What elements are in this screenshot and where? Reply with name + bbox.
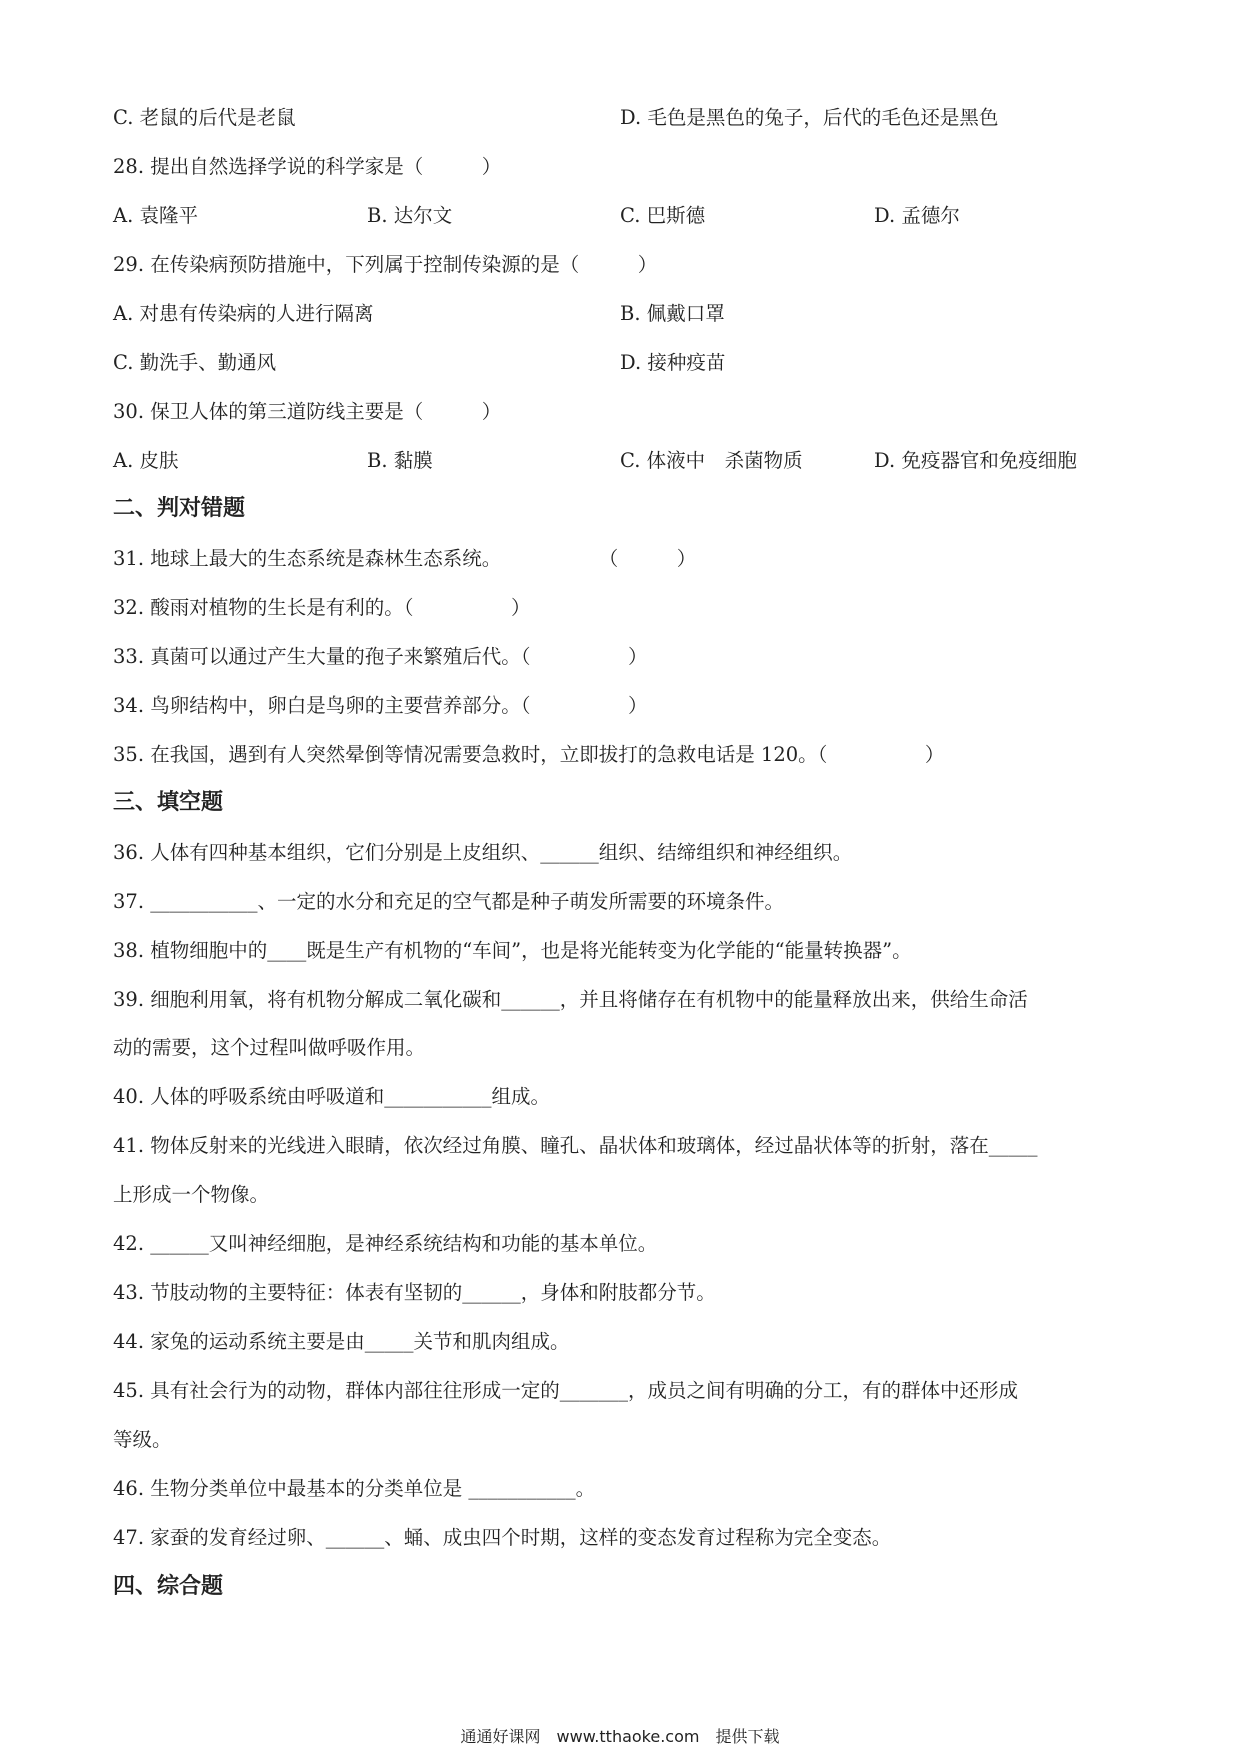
question-46: 46. 生物分类单位中最基本的分类单位是 ___________。: [113, 1477, 596, 1500]
question-44: 44. 家兔的运动系统主要是由_____关节和肌肉组成。: [113, 1330, 570, 1353]
q27-option-c: C. 老鼠的后代是老鼠: [113, 106, 296, 129]
question-41-line2: 上形成一个物像。: [113, 1183, 270, 1206]
question-42: 42. ______又叫神经细胞，是神经系统结构和功能的基本单位。: [113, 1232, 658, 1255]
q28-option-b: B. 达尔文: [367, 204, 453, 227]
q28-stem: 28. 提出自然选择学说的科学家是（ ）: [113, 155, 502, 178]
q30-option-a: A. 皮肤: [113, 449, 179, 472]
q29-option-b: B. 佩戴口罩: [620, 302, 725, 325]
q30-option-b: B. 黏膜: [367, 449, 433, 472]
q30-option-d: D. 免疫器官和免疫细胞: [874, 449, 1077, 472]
q28-option-d: D. 孟德尔: [874, 204, 960, 227]
section-comprehensive-heading: 四、综合题: [113, 1574, 224, 1599]
question-38: 38. 植物细胞中的____既是生产有机物的“车间”，也是将光能转变为化学能的“能量转换器”。: [113, 939, 912, 962]
question-40: 40. 人体的呼吸系统由呼吸道和___________组成。: [113, 1085, 550, 1108]
question-41-line1: 41. 物体反射来的光线进入眼睛，依次经过角膜、瞳孔、晶状体和玻璃体，经过晶状体等的折射，落在_____: [113, 1134, 1038, 1157]
q27-option-d: D. 毛色是黑色的兔子，后代的毛色还是黑色: [620, 106, 999, 129]
question-45-line2: 等级。: [113, 1428, 172, 1451]
question-43: 43. 节肢动物的主要特征：体表有坚韧的______，身体和附肢都分节。: [113, 1281, 716, 1304]
q29-option-a: A. 对患有传染病的人进行隔离: [113, 302, 374, 325]
question-45-line1: 45. 具有社会行为的动物，群体内部往往形成一定的_______，成员之间有明确的分工，有的群体中还形成: [113, 1379, 1018, 1402]
question-31: 31. 地球上最大的生态系统是森林生态系统。 （ ）: [113, 547, 697, 570]
question-36: 36. 人体有四种基本组织，它们分别是上皮组织、______组织、结缔组织和神经组织。: [113, 841, 853, 864]
q29-option-c: C. 勤洗手、勤通风: [113, 351, 277, 374]
question-37: 37. ___________、一定的水分和充足的空气都是种子萌发所需要的环境条件。: [113, 890, 784, 913]
question-34: 34. 鸟卵结构中，卵白是鸟卵的主要营养部分。（ ）: [113, 694, 648, 717]
question-47: 47. 家蚕的发育经过卵、______、蛹、成虫四个时期，这样的变态发育过程称为完全变态。: [113, 1526, 892, 1549]
question-35: 35. 在我国，遇到有人突然晕倒等情况需要急救时，立即拔打的急救电话是 120。（ ）: [113, 743, 945, 766]
page-footer: 通通好课网 www.tthaoke.com 提供下载: [460, 1727, 780, 1746]
section-true-false-heading: 二、判对错题: [113, 496, 246, 521]
q28-option-c: C. 巴斯德: [620, 204, 706, 227]
q29-option-d: D. 接种疫苗: [620, 351, 726, 374]
question-33: 33. 真菌可以通过产生大量的孢子来繁殖后代。（ ）: [113, 645, 648, 668]
question-39-line1: 39. 细胞利用氧，将有机物分解成二氧化碳和______，并且将储存在有机物中的能量释放出来，供给生命活: [113, 988, 1028, 1011]
q30-option-c: C. 体液中 杀菌物质: [620, 449, 803, 472]
question-39-line2: 动的需要，这个过程叫做呼吸作用。: [113, 1036, 426, 1059]
section-fill-blank-heading: 三、填空题: [113, 790, 224, 815]
q29-stem: 29. 在传染病预防措施中，下列属于控制传染源的是（ ）: [113, 253, 658, 276]
question-32: 32. 酸雨对植物的生长是有利的。（ ）: [113, 596, 531, 619]
q28-option-a: A. 袁隆平: [113, 204, 198, 227]
q30-stem: 30. 保卫人体的第三道防线主要是（ ）: [113, 400, 502, 423]
